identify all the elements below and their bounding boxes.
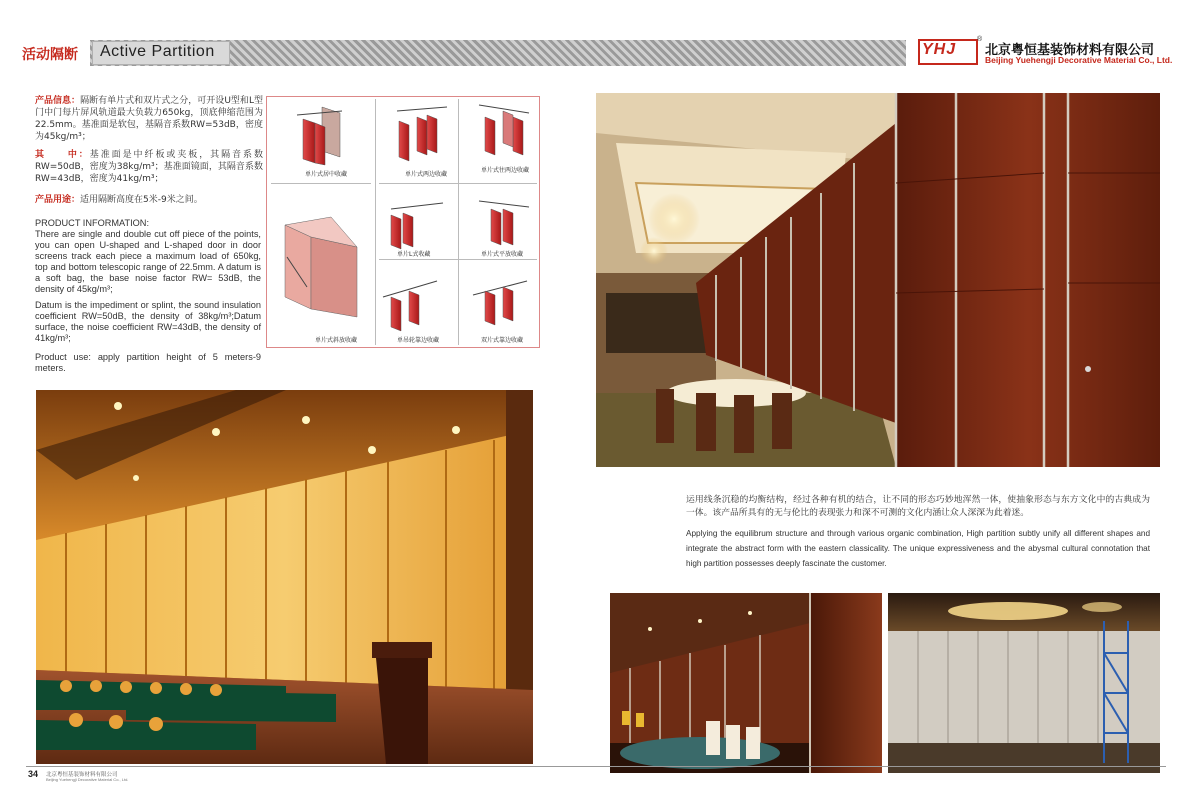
diagram-label-3: 单片式往两边收藏	[481, 167, 530, 174]
product-info-label: 产品信息：	[35, 96, 81, 106]
section-title-cn: 活动隔断	[22, 47, 78, 63]
right-description-cn: 运用线条沉稳的均衡结构，经过各种有机的结合，让不同的形态巧妙地浑然一体，使抽象形态与东方文化中的古典成为一体。该产品所具有的无与伦比的表现张力和深不可测的文化内涵让众人深深为此着迷。	[686, 495, 1150, 518]
product-use-en: Product use: apply partition height of 5 meters-9 meters.	[35, 352, 261, 373]
diagram-single-wheel-storage	[383, 281, 437, 331]
company-logo-text: YHJ	[922, 41, 957, 58]
diagram-label-5: 单片式平放收藏	[481, 251, 524, 258]
diagram-label-2: 单片式两边收藏	[405, 171, 448, 178]
product-use-label: 产品用途：	[35, 195, 81, 205]
diagram-label-6: 单片式斜放收藏	[315, 337, 358, 344]
diagram-label-1: 单片式居中收藏	[305, 171, 348, 178]
diagram-l-storage	[391, 203, 443, 249]
diagram-double-side-storage	[473, 281, 527, 325]
product-info-body: 隔断有单片式和双片式之分，可开设U型和L型门中门每片屏风轨道最大负载力650kg，顶底伸缩范围为22.5mm。基准面是软包，基隔音系数RW=53dB，密度为45kg/m³；	[35, 96, 263, 142]
product-use-cn	[35, 194, 263, 206]
section-title-en: Active Partition	[100, 43, 215, 60]
product-info-heading: PRODUCT INFORMATION:	[35, 218, 149, 228]
diagram-flat-storage	[479, 201, 529, 245]
product-info-en-body: There are single and double cut off piece of the points, you can open U-shaped and L-shaped door in door screens track each piece a maximum load of 650kg, top and bottom telescopic range of 22.5mm. A datum is a soft bag, the base noise factor RW= 53dB, the density of 45kg/m³;	[35, 229, 261, 294]
company-name-cn: 北京粤恒基装饰材料有限公司	[985, 43, 1155, 58]
datum-info-en: Datum is the impediment or splint, the sound insulation coefficient RW=50dB, the density of 38kg/m³;Datum surface, the noise coefficient RW=43dB, the density of 41kg/m³;	[35, 300, 261, 343]
page-number: 34	[28, 769, 39, 779]
footer-company-cn: 北京粤恒基装饰材料有限公司	[46, 772, 118, 778]
diagram-center-storage	[297, 107, 342, 165]
photo-banquet-hall	[596, 93, 1160, 467]
registered-mark-icon: ®	[977, 36, 983, 43]
diagram-diagonal-storage	[285, 217, 357, 317]
diagram-label-7: 单吊轮靠边收藏	[397, 337, 440, 344]
product-use-body: 适用隔断高度在5米-9米之间。	[80, 195, 203, 205]
partition-storage-diagram	[266, 96, 540, 348]
footer-company-en: Beijing Yuehengji Decorative Material Co., Ltd.	[46, 777, 129, 782]
diagram-two-side-storage	[397, 107, 447, 161]
diagram-label-8: 双片式靠边收藏	[481, 337, 524, 344]
footer-divider	[26, 766, 1166, 767]
product-info-cn	[35, 95, 263, 143]
right-description-en: Applying the equilibrum structure and through various organic combination, High partition subtly unify all different shapes and integrate the abstract form with the eastern classicality. The unique expressiveness and the abysmal cultural connotation that high partition possesses deeply fascinate the customer.	[686, 529, 1150, 568]
photo-partition-installation	[888, 593, 1160, 773]
product-mid-cn	[35, 149, 263, 185]
photo-dining-partition	[610, 593, 882, 773]
product-mid-label: 其 中：	[35, 150, 90, 160]
product-mid-body: 基准面是中纤板或夹板，其隔音系数RW=50dB，密度为38kg/m³；基准面镜面，其隔音系数RW=43dB，密度为41kg/m³；	[35, 150, 263, 184]
diagram-both-sides-storage	[479, 105, 529, 155]
company-name-en: Beijing Yuehengji Decorative Material Co., Ltd.	[985, 55, 1173, 65]
product-info-en	[35, 218, 261, 295]
diagram-drawings	[267, 97, 541, 349]
diagram-label-4: 单片L式收藏	[397, 251, 431, 258]
photo-conference-hall	[36, 390, 533, 764]
